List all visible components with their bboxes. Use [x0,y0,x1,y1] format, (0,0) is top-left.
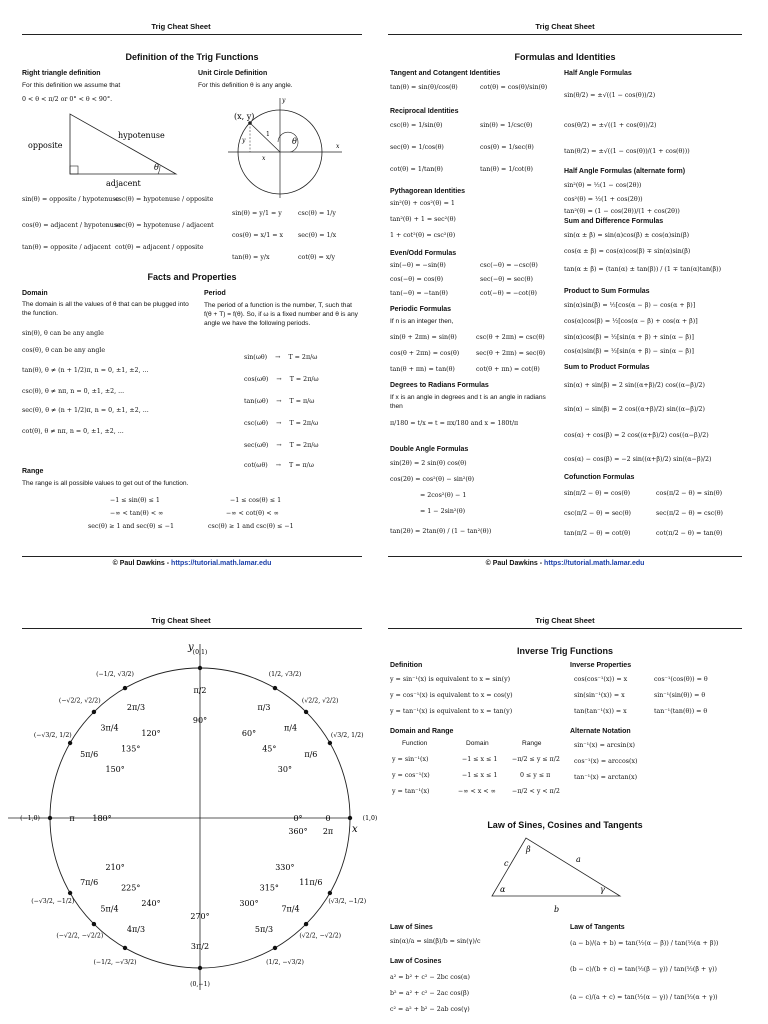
angle-point [328,741,332,745]
dr-col-function: Function [402,740,428,747]
per-0: sin(θ + 2πn) = sin(θ) [390,334,457,341]
pyth-1: tan²(θ) + 1 = sec²(θ) [390,216,456,223]
degree-label: 120° [141,729,161,739]
half-angle-alt-heading: Half Angle Formulas (alternate form) [564,168,686,175]
da-0: sin(2θ) = 2 sin(θ) cos(θ) [390,460,467,467]
recip-0: csc(θ) = 1/sin(θ) [390,122,443,129]
inv-props-heading: Inverse Properties [570,662,632,669]
pyth-2: 1 + cot²(θ) = csc²(θ) [390,232,456,239]
adjacent-label: adjacent [106,179,141,188]
sd-0: sin(α ± β) = sin(α)cos(β) ± cos(α)sin(β) [564,232,690,239]
sum-prod-heading: Sum to Product Formulas [564,364,650,371]
angle-point [304,710,308,714]
radian-label: 5π/3 [254,924,274,934]
degree-label: 330° [275,863,295,872]
section-title: Inverse Trig Functions [516,646,614,656]
da-1: cos(2θ) = cos²(θ) − sin²(θ) [390,476,475,483]
haa-0: sin²(θ) = ½(1 − cos(2θ)) [564,182,642,189]
theta-label: θ [154,163,159,172]
periodic-intro: If n is an integer then, [390,318,454,325]
dr-r1-r: 0 ≤ y ≤ π [520,772,551,779]
svg-text:x: x [336,143,340,150]
inv-def-heading: Definition [390,662,423,669]
law-tangents-heading: Law of Tangents [570,924,625,931]
an-2: tan⁻¹(x) = arctan(x) [574,774,638,781]
svg-text:y: y [242,137,246,144]
sp-3: cos(α) − cos(β) = −2 sin((α+β)/2) sin((α−β)/2) [564,456,712,463]
dr-col-range: Range [522,740,542,747]
deg-rad-formula: π/180 = t/x ⇒ t = πx/180 and x = 180t/π [390,420,519,427]
eo-5: cot(−θ) = −cot(θ) [480,290,537,297]
svg-text:b: b [554,905,560,914]
lc-1: b² = a² + c² − 2ac cos(β) [390,990,470,997]
angle-point [92,922,96,926]
ps-2: sin(α)cos(β) = ½[sin(α + β) + sin(α − β)] [564,334,694,341]
radian-label: π/3 [257,703,271,713]
angle-point [328,891,332,895]
header-rule [22,628,362,629]
page-header: Trig Cheat Sheet [151,616,211,625]
page-footer: © Paul Dawkins - https://tutorial.math.lamar.edu [485,560,645,567]
svg-text:γ: γ [600,885,605,894]
range-cot: −∞ < cot(θ) < ∞ [226,510,279,517]
range-cos: −1 ≤ cos(θ) ≤ 1 [230,497,282,504]
eo-3: sec(−θ) = sec(θ) [480,276,533,283]
domain-cos: cos(θ), θ can be any angle [22,347,106,354]
degree-label: 315° [259,883,279,893]
ip-4: tan(tan⁻¹(x)) = x [574,708,627,715]
sp-0: sin(α) + sin(β) = 2 sin((α+β)/2) cos((α−β)/2) [564,382,705,389]
dr-r0-d: −1 ≤ x ≤ 1 [462,756,498,763]
per-3: sec(θ + 2πn) = sec(θ) [476,350,546,357]
radian-label: 3π/2 [190,942,210,951]
eo-1: csc(−θ) = −csc(θ) [480,262,538,269]
dr-r1-f: y = cos⁻¹(x) [392,772,430,779]
lt-1: (b − c)/(b + c) = tan(½(β − γ)) / tan(½(β + γ)) [570,966,717,973]
angle-point [273,946,277,950]
coord-label: (−1,0) [20,815,40,822]
period-row-cos: cos(ωθ) → T = 2π/ω [244,376,319,383]
domain-sec: sec(θ), θ ≠ (n + 1/2)π, n = 0, ±1, ±2, ... [22,407,149,414]
haa-1: cos²(θ) = ½(1 + cos(2θ)) [564,196,643,203]
uc-def-tan: tan(θ) = y/x [232,254,270,261]
coord-label: (−1/2, −√3/2) [93,958,137,966]
coord-label: (−√3/2, 1/2) [33,732,72,739]
angle-point [123,946,127,950]
degree-label: 360° [288,827,308,836]
pythagorean-heading: Pythagorean Identities [390,188,466,195]
recip-4: cot(θ) = 1/tan(θ) [390,166,444,173]
cf-2: csc(π/2 − θ) = sec(θ) [564,510,632,517]
degree-label: 240° [141,898,161,908]
uc-def-csc: csc(θ) = 1/y [298,210,336,217]
degree-label: 45° [262,744,277,754]
prod-sum-heading: Product to Sum Formulas [564,288,650,295]
coord-label: (−1/2, √3/2) [96,671,134,679]
svg-text:θ: θ [292,137,297,146]
angle-point [123,686,127,690]
radian-label: 5π/6 [80,750,99,759]
def-sin: sin(θ) = opposite / hypotenuse [22,196,120,203]
svg-text:y: y [282,97,286,104]
svg-text:1: 1 [266,131,270,138]
angle-point [198,966,202,970]
lc-2: c² = a² + b² − 2ab cos(γ) [390,1006,470,1013]
page-header: Trig Cheat Sheet [151,22,211,31]
inv-def-2: y = tan⁻¹(x) is equivalent to x = tan(y) [390,708,513,715]
domain-sin: sin(θ), θ can be any angle [22,330,104,337]
ps-3: cos(α)sin(β) = ½[sin(α + β) − sin(α − β)] [564,348,694,355]
footer-rule [388,556,742,557]
ha-1: cos(θ/2) = ±√((1 + cos(θ))/2) [564,122,657,129]
period-row-tan: tan(ωθ) → T = π/ω [244,398,315,405]
reciprocal-heading: Reciprocal Identities [390,108,459,115]
cf-4: tan(π/2 − θ) = cot(θ) [564,530,631,537]
page-inverse [384,598,746,1024]
unit-circle-intro: For this definition θ is any angle. [198,82,293,89]
dr-r2-d: −∞ < x < ∞ [458,788,496,795]
coord-label: (0,1) [192,649,208,656]
da-2: = 2cos²(θ) − 1 [420,492,467,499]
alt-notation-heading: Alternate Notation [570,728,631,735]
da-3: = 1 − 2sin²(θ) [420,508,466,515]
uc-def-sec: sec(θ) = 1/x [298,232,337,239]
deg-rad-intro: If x is an angle in degrees and t is an angle in radians then [390,394,546,410]
radian-label: 7π/6 [80,878,99,887]
cf-0: sin(π/2 − θ) = cos(θ) [564,490,631,497]
dr-r2-f: y = tan⁻¹(x) [392,788,430,795]
lt-2: (a − c)/(a + c) = tan(½(α − γ)) / tan(½(α + γ)) [570,994,718,1001]
period-row-sin: sin(ωθ) → T = 2π/ω [244,354,318,361]
degree-label: 150° [105,765,125,774]
page-formulas [384,0,746,580]
svg-text:a: a [576,855,581,864]
radian-label: 3π/4 [100,723,119,733]
sum-diff-heading: Sum and Difference Formulas [564,218,664,225]
period-heading: Period [204,290,226,297]
svg-text:α: α [500,885,506,894]
per-5: cot(θ + πn) = cot(θ) [476,366,540,373]
double-angle-heading: Double Angle Formulas [390,446,469,453]
tan-cot-heading: Tangent and Cotangent Identities [390,70,501,77]
ip-0: cos(cos⁻¹(x)) = x [574,676,628,683]
y-axis-label: y [188,642,194,653]
radian-label: 0 [325,814,331,823]
an-1: cos⁻¹(x) = arccos(x) [574,758,638,765]
inv-def-1: y = cos⁻¹(x) is equivalent to x = cos(y) [390,692,513,699]
radian-label: 2π [322,827,334,836]
period-row-sec: sec(ωθ) → T = 2π/ω [244,442,319,449]
coord-label: (√2/2, −√2/2) [299,932,342,940]
coord-label: (√3/2, 1/2) [330,732,364,739]
header-rule [22,34,362,35]
coord-label: (1/2, √3/2) [268,671,302,679]
domain-cot: cot(θ), θ ≠ nπ, n = 0, ±1, ±2, ... [22,428,124,435]
lc-0: a² = b² + c² − 2bc cos(α) [390,974,471,981]
lt-0: (a − b)/(a + b) = tan(½(α − β)) / tan(½(α + β)) [570,940,719,947]
range-sec: sec(θ) ≥ 1 and sec(θ) ≤ −1 [88,523,175,530]
half-angle-heading: Half Angle Formulas [564,70,632,77]
angle-point [92,710,96,714]
header-rule [388,628,742,629]
haa-2: tan²(θ) = (1 − cos(2θ))/(1 + cos(2θ)) [564,208,680,215]
section-title: Definition of the Trig Functions [125,52,259,62]
coord-label: (1,0) [362,815,378,822]
dr-r1-d: −1 ≤ x ≤ 1 [462,772,498,779]
radian-label: 11π/6 [299,878,323,887]
degree-label: 210° [105,863,125,872]
page-definitions [0,0,362,480]
coord-label: (1/2, −√3/2) [266,958,304,966]
svg-text:c: c [504,859,509,868]
cf-5: cot(π/2 − θ) = tan(θ) [656,530,723,537]
deg-rad-heading: Degrees to Radians Formulas [390,382,489,389]
point-label: (x, y) [234,112,255,121]
unit-circle-chart [0,634,378,1024]
angle-point [273,686,277,690]
ip-2: sin(sin⁻¹(x)) = x [574,692,625,699]
domain-csc: csc(θ), θ ≠ nπ, n = 0, ±1, ±2, ... [22,388,125,395]
degree-label: 270° [190,912,210,921]
degree-label: 135° [121,744,141,754]
footer-link[interactable]: https://tutorial.math.lamar.edu [171,560,272,567]
oblique-triangle-diagram [484,832,634,916]
per-2: cos(θ + 2πn) = cos(θ) [390,350,460,357]
facts-title: Facts and Properties [147,272,237,282]
radian-label: 7π/4 [281,904,300,914]
law-cosines-heading: Law of Cosines [390,958,442,965]
page-unit-circle [0,598,378,1024]
radian-label: π/4 [283,723,298,733]
degree-label: 30° [277,765,292,774]
domain-intro: The domain is all the values of θ that can be plugged into the function. [22,301,189,317]
page-footer: © Paul Dawkins - https://tutorial.math.lamar.edu [112,560,272,567]
ip-3: sin⁻¹(sin(θ)) = θ [654,692,706,699]
range-intro: The range is all possible values to get out of the function. [22,480,189,487]
coord-label: (−√3/2, −1/2) [31,898,75,905]
angle-point [198,666,202,670]
dr-col-domain: Domain [466,740,489,747]
ps-1: cos(α)cos(β) = ½[cos(α − β) + cos(α + β)] [564,318,698,325]
page-header: Trig Cheat Sheet [535,616,595,625]
def-cos: cos(θ) = adjacent / hypotenuse [22,222,121,229]
sd-2: tan(α ± β) = (tan(α) ± tan(β)) / (1 ∓ tan(α)tan(β)) [564,266,722,273]
degree-label: 90° [192,716,208,725]
ha-2: tan(θ/2) = ±√((1 − cos(θ))/(1 + cos(θ))) [564,148,690,155]
hypotenuse-label: hypotenuse [118,131,165,140]
coord-label: (−√2/2, √2/2) [58,697,101,705]
da-4: tan(2θ) = 2tan(θ) / (1 − tan²(θ)) [390,528,492,535]
recip-2: sec(θ) = 1/cos(θ) [390,144,444,151]
radian-label: 5π/4 [100,904,119,914]
ha-0: sin(θ/2) = ±√((1 − cos(θ))/2) [564,92,656,99]
inv-def-0: y = sin⁻¹(x) is equivalent to x = sin(y) [390,676,511,683]
angle-point [68,891,72,895]
right-triangle-intro: For this definition we assume that [22,82,121,89]
law-title: Law of Sines, Cosines and Tangents [487,820,643,830]
footer-rule [22,556,362,557]
def-cot: cot(θ) = adjacent / opposite [115,244,204,251]
angle-point [68,741,72,745]
section-title: Formulas and Identities [514,52,616,62]
sd-1: cos(α ± β) = cos(α)cos(β) ∓ sin(α)sin(β) [564,248,691,255]
radian-label: 4π/3 [126,924,146,934]
cf-1: cos(π/2 − θ) = sin(θ) [656,490,723,497]
eo-2: cos(−θ) = cos(θ) [390,276,444,283]
page-header: Trig Cheat Sheet [535,22,595,31]
right-triangle-condition: 0 < θ < π/2 or 0° < θ < 90°. [22,96,113,103]
law-sines-heading: Law of Sines [390,924,433,931]
coord-label: (0,−1) [190,981,210,988]
uc-def-cos: cos(θ) = x/1 = x [232,232,284,239]
period-row-csc: csc(ωθ) → T = 2π/ω [244,420,319,427]
ip-5: tan⁻¹(tan(θ)) = θ [654,708,708,715]
ip-1: cos⁻¹(cos(θ)) = θ [654,676,708,683]
periodic-heading: Periodic Formulas [390,306,452,313]
range-tan: −∞ < tan(θ) < ∞ [110,510,164,517]
header-rule [388,34,742,35]
angle-point [48,816,52,820]
right-triangle-diagram [22,108,182,188]
degree-label: 225° [121,883,141,893]
range-csc: csc(θ) ≥ 1 and csc(θ) ≤ −1 [208,523,294,530]
coord-label: (√3/2, −1/2) [328,898,367,905]
unit-circle-diagram [222,94,346,200]
cf-3: sec(π/2 − θ) = csc(θ) [656,510,724,517]
radian-label: π/2 [193,686,207,695]
an-0: sin⁻¹(x) = arcsin(x) [574,742,635,749]
x-axis-label: x [352,824,358,835]
svg-text:β: β [526,845,531,854]
ps-0: sin(α)sin(β) = ½[cos(α − β) − cos(α + β)] [564,302,696,309]
per-4: tan(θ + πn) = tan(θ) [390,366,455,373]
even-odd-heading: Even/Odd Formulas [390,250,457,257]
eo-0: sin(−θ) = −sin(θ) [390,262,446,269]
dr-r0-f: y = sin⁻¹(x) [392,756,429,763]
svg-text:x: x [262,155,266,162]
domain-tan: tan(θ), θ ≠ (n + 1/2)π, n = 0, ±1, ±2, ... [22,367,149,374]
degree-label: 0° [293,814,303,823]
domain-heading: Domain [22,290,48,297]
sp-1: sin(α) − sin(β) = 2 cos((α+β)/2) sin((α−β)/2) [564,406,705,413]
footer-link[interactable]: https://tutorial.math.lamar.edu [544,560,645,567]
uc-def-sin: sin(θ) = y/1 = y [232,210,282,217]
dr-r0-r: −π/2 ≤ y ≤ π/2 [512,756,560,763]
coord-label: (√2/2, √2/2) [301,697,339,705]
sp-2: cos(α) + cos(β) = 2 cos((α+β)/2) cos((α−β)/2) [564,432,709,439]
def-sec: sec(θ) = hypotenuse / adjacent [115,222,214,229]
opposite-label: opposite [28,141,63,150]
angle-point [304,922,308,926]
unit-circle-heading: Unit Circle Definition [198,70,268,77]
eo-4: tan(−θ) = −tan(θ) [390,290,448,297]
law-sines: sin(α)/a = sin(β)/b = sin(γ)/c [390,938,481,945]
def-tan: tan(θ) = opposite / adjacent [22,244,111,251]
recip-5: tan(θ) = 1/cot(θ) [480,166,534,173]
per-1: csc(θ + 2πn) = csc(θ) [476,334,545,341]
def-csc: csc(θ) = hypotenuse / opposite [115,196,214,203]
radian-label: π/6 [304,750,318,759]
recip-3: cos(θ) = 1/sec(θ) [480,144,534,151]
angle-point [348,816,352,820]
tan-cot-0: tan(θ) = sin(θ)/cos(θ) [390,84,458,91]
radian-label: 2π/3 [126,703,146,713]
uc-def-cot: cot(θ) = x/y [298,254,336,261]
degree-label: 300° [239,898,259,908]
period-intro: The period of a function is the number, T, such that f(θ + T) = f(θ). So, if ω is a fixed number and θ is any angle we have the following periods. [204,302,358,327]
degree-label: 180° [92,814,112,823]
cofunction-heading: Cofunction Formulas [564,474,635,481]
tan-cot-1: cot(θ) = cos(θ)/sin(θ) [480,84,548,91]
coord-label: (−√2/2, −√2/2) [56,932,104,940]
pyth-0: sin²(θ) + cos²(θ) = 1 [390,200,455,207]
recip-1: sin(θ) = 1/csc(θ) [480,122,533,129]
right-triangle-heading: Right triangle definition [22,70,101,77]
dr-r2-r: −π/2 < y < π/2 [512,788,560,795]
period-row-cot: cot(ωθ) → T = π/ω [244,462,314,469]
range-sin: −1 ≤ sin(θ) ≤ 1 [110,497,160,504]
range-heading: Range [22,468,44,475]
degree-label: 60° [241,729,257,739]
domain-range-heading: Domain and Range [390,728,454,735]
radian-label: π [69,814,75,823]
